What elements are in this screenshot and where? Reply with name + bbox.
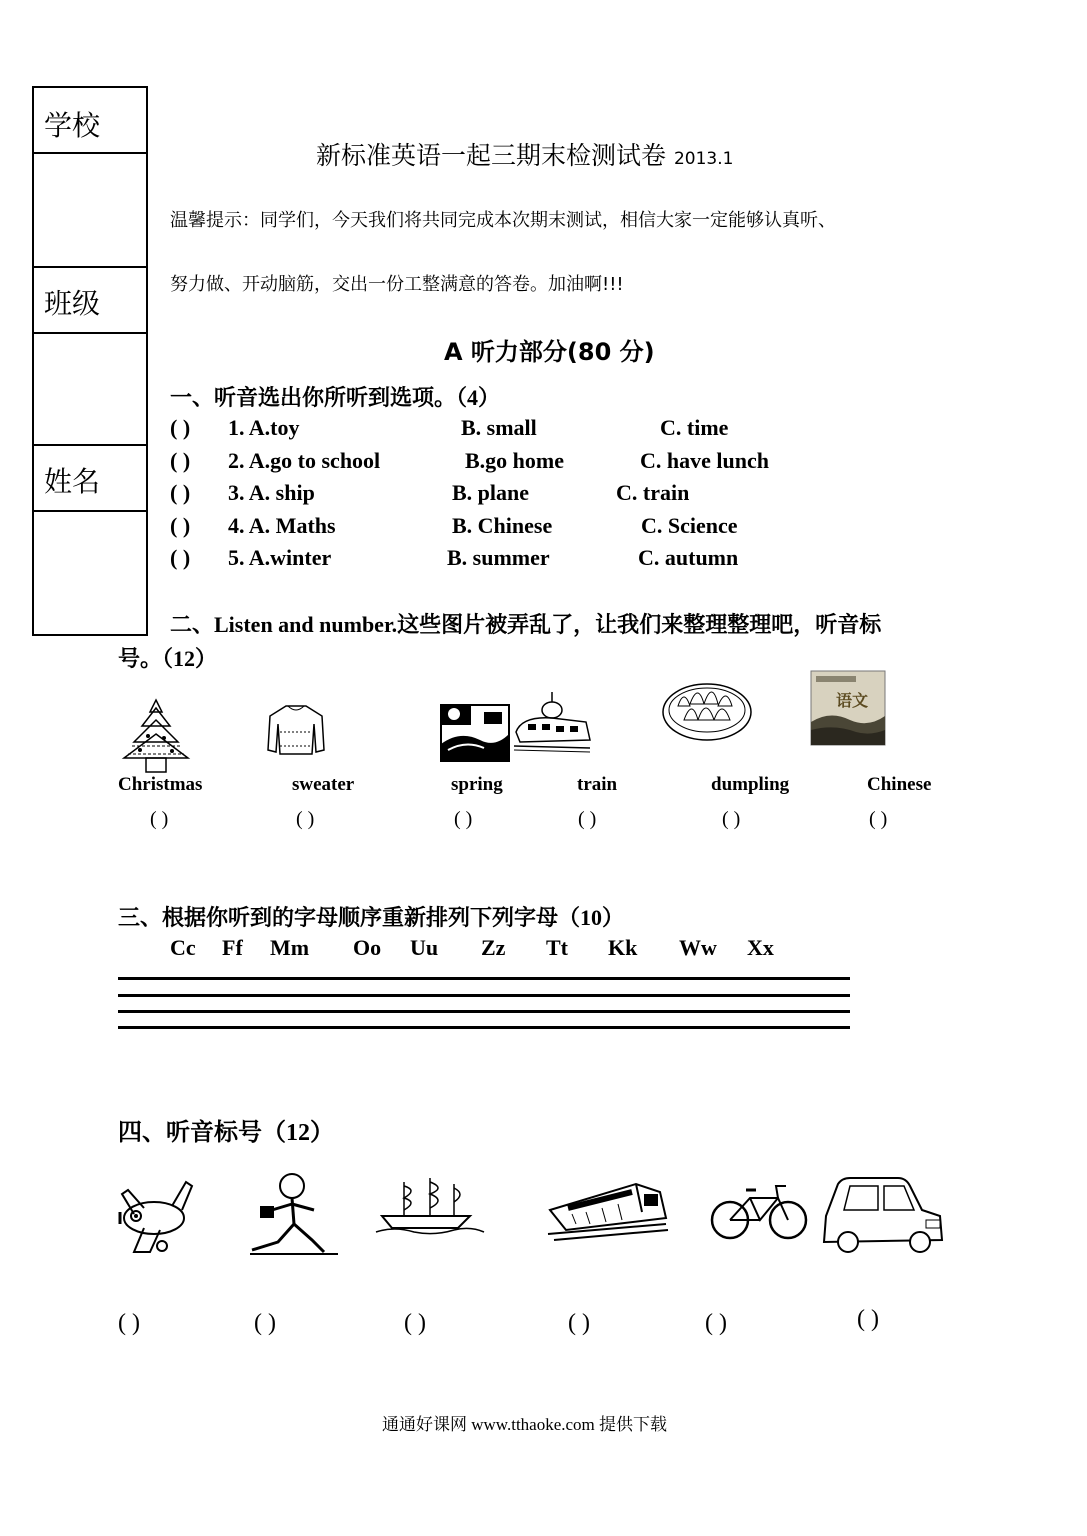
picture-label: Chinese [867, 774, 932, 795]
option-c: C. time [660, 415, 729, 440]
car-image [818, 1170, 946, 1256]
page-title [316, 136, 733, 172]
answer-paren[interactable]: ( ) [170, 415, 191, 440]
chinese-book-image [810, 670, 886, 746]
title-date: 2013.1 [673, 149, 734, 169]
tip-line-2: 努力做、开动脑筋，交出一份工整满意的答卷。加油啊!!! [170, 274, 624, 295]
letter-pair: Ff [222, 935, 243, 960]
answer-paren[interactable]: ( ) [404, 1310, 426, 1336]
plane-image [114, 1174, 198, 1258]
letter-pair: Xx [747, 935, 774, 960]
student-info-box [32, 86, 148, 636]
divider [34, 510, 146, 512]
letter-pair: Tt [546, 935, 568, 960]
picture-label: spring [451, 774, 503, 795]
writing-line[interactable] [118, 1026, 850, 1029]
part4-title: 四、听音标号（12） [118, 1120, 334, 1146]
book-cover-title: 语文 [836, 691, 869, 710]
divider [34, 152, 146, 154]
answer-paren[interactable]: ( ) [170, 448, 191, 473]
option-c: C. have lunch [640, 448, 769, 473]
walking-person-image [248, 1170, 340, 1256]
option-b: B. summer [447, 545, 550, 570]
option-a: 4. A. Maths [228, 513, 336, 538]
letter-pair: Uu [410, 935, 439, 960]
writing-line[interactable] [118, 977, 850, 980]
option-a: 5. A.winter [228, 545, 332, 570]
school-label: 学校 [44, 109, 101, 142]
writing-line[interactable] [118, 1010, 850, 1013]
letter-pair: Mm [270, 935, 310, 960]
divider [34, 266, 146, 268]
option-b: B. small [461, 415, 537, 440]
part1-title: 一、听音选出你所听到选项。（4） [170, 385, 501, 410]
christmas-tree-image [118, 696, 194, 776]
option-b: B. plane [452, 480, 530, 505]
option-c: C. Science [641, 513, 738, 538]
title-text: 新标准英语一起三期末检测试卷 [316, 141, 667, 170]
tip-line-1: 温馨提示：同学们，今天我们将共同完成本次期末测试，相信大家一定能够认真听、 [170, 210, 836, 231]
answer-paren[interactable]: ( ) [170, 545, 191, 570]
letter-pair: Zz [481, 935, 506, 960]
answer-paren[interactable]: ( ) [254, 1310, 276, 1336]
part2-title-line1: 二、Listen and number.这些图片被弄乱了，让我们来整理整理吧，听音标 [170, 612, 882, 637]
answer-paren[interactable]: ( ) [150, 808, 169, 830]
section-a-title: A 听力部分(80 分) [444, 338, 655, 366]
answer-paren[interactable]: ( ) [578, 808, 597, 830]
picture-label: dumpling [711, 774, 790, 795]
ship-image [374, 1174, 486, 1236]
picture-label: sweater [292, 774, 355, 795]
answer-paren[interactable]: ( ) [857, 1306, 879, 1332]
answer-paren[interactable]: ( ) [296, 808, 315, 830]
writing-line[interactable] [118, 994, 850, 997]
picture-label: train [577, 774, 618, 795]
picture-label: Christmas [118, 774, 203, 795]
letter-pair: Ww [679, 935, 717, 960]
answer-paren[interactable]: ( ) [568, 1310, 590, 1336]
option-c: C. train [616, 480, 690, 505]
option-a: 2. A.go to school [228, 448, 381, 473]
answer-paren[interactable]: ( ) [722, 808, 741, 830]
footer-text: 通通好课网 www.tthaoke.com 提供下载 [382, 1415, 668, 1434]
sweater-image [266, 702, 326, 758]
part2-title-line2: 号。（12） [118, 646, 218, 671]
spring-image [440, 704, 510, 762]
answer-paren[interactable]: ( ) [118, 1310, 140, 1336]
divider [34, 332, 146, 334]
train-image [546, 1172, 670, 1242]
answer-paren[interactable]: ( ) [705, 1310, 727, 1336]
answer-paren[interactable]: ( ) [170, 513, 191, 538]
letter-pair: Cc [170, 935, 196, 960]
option-a: 3. A. ship [228, 480, 315, 505]
option-c: C. autumn [638, 545, 739, 570]
dumpling-image [660, 668, 754, 744]
divider [34, 444, 146, 446]
option-a: 1. A.toy [228, 415, 300, 440]
train-image [512, 688, 592, 754]
letter-pair: Kk [608, 935, 638, 960]
option-b: B.go home [465, 448, 564, 473]
letters-row [170, 935, 810, 965]
letter-pair: Oo [353, 935, 382, 960]
bicycle-image [708, 1180, 812, 1244]
answer-paren[interactable]: ( ) [170, 480, 191, 505]
answer-paren[interactable]: ( ) [869, 808, 888, 830]
answer-paren[interactable]: ( ) [454, 808, 473, 830]
part3-title: 三、根据你听到的字母顺序重新排列下列字母（10） [118, 905, 625, 930]
option-b: B. Chinese [452, 513, 553, 538]
class-label: 班级 [44, 287, 101, 320]
name-label: 姓名 [44, 465, 101, 498]
